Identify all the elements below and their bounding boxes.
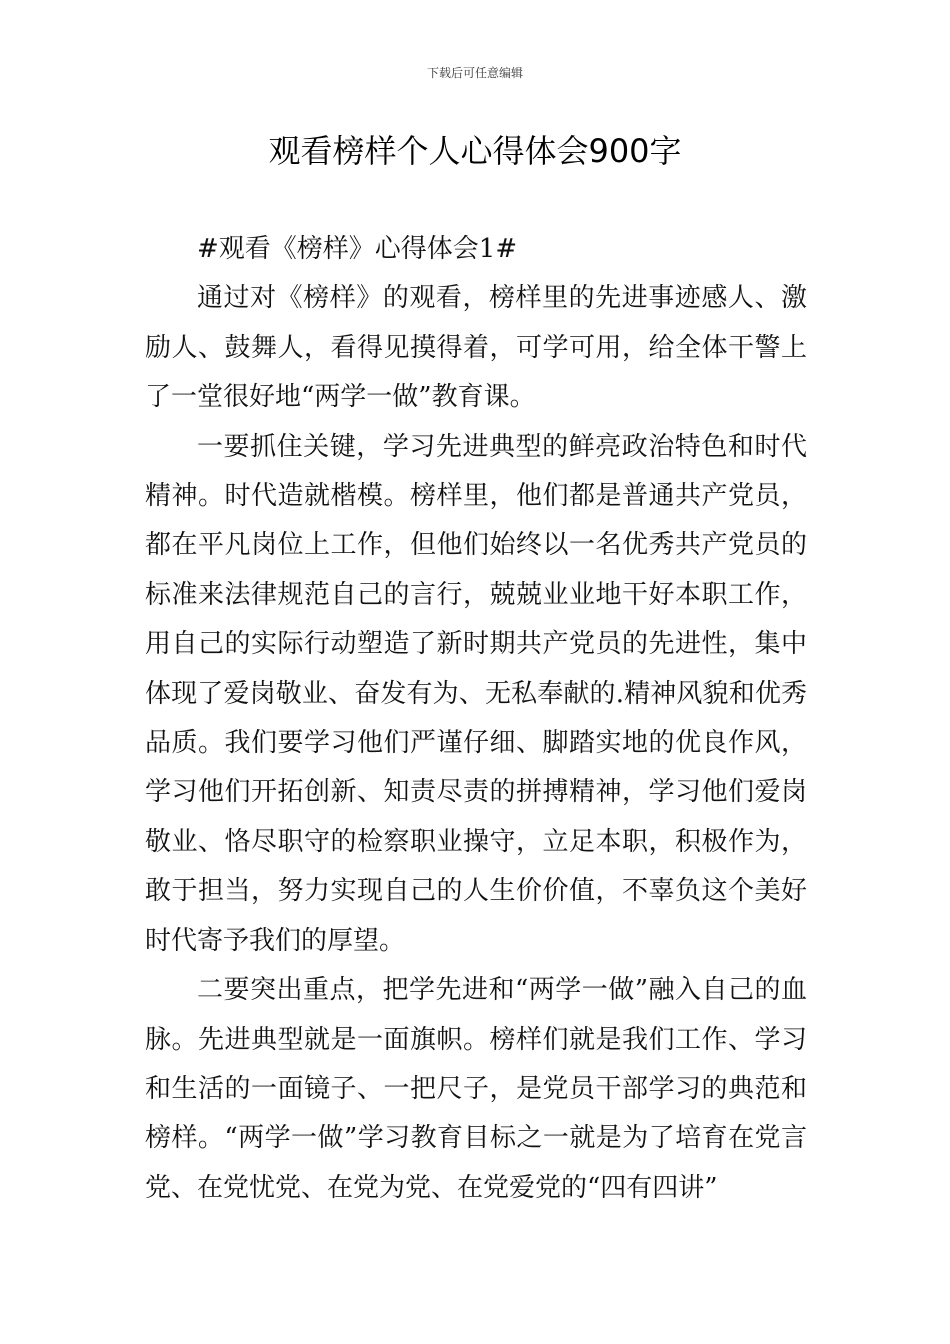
document-body [145,225,807,1213]
header-note: 下载后可任意编辑 [426,66,523,80]
paragraph: 二要突出重点，把学先进和“两学一做”融入自己的血脉。先进典型就是一面旗帜。榜样们就是我们工作、学习和生活的一面镜子、一把尺子，是党员干部学习的典范和榜样。“两学一做”学习教育目标之一就是为了培育在党言党、在党忧党、在党为党、在党爱党的“四有四讲” [145,975,807,1203]
paragraph: 通过对《榜样》的观看，榜样里的先进事迹感人、激励人、鼓舞人，看得见摸得着，可学可用，给全体干警上了一堂很好地“两学一做”教育课。 [145,283,807,413]
paragraph: 一要抓住关键，学习先进典型的鲜亮政治特色和时代精神。时代造就楷模。榜样里，他们都是普通共产党员，都在平凡岗位上工作，但他们始终以一名优秀共产党员的标准来法律规范自己的言行，兢兢业业地干好本职工作，用自己的实际行动塑造了新时期共产党员的先进性，集中体现了爱岗敬业、奋发有为、无私奉献的.精神风貌和优秀品质。我们要学习他们严谨仔细、脚踏实地的优良作风，学习他们开拓创新、知责尽责的拼搏精神，学习他们爱岗敬业、恪尽职守的检察职业操守，立足本职，积极作为，敢于担当，努力实现自己的人生价价值，不辜负这个美好时代寄予我们的厚望。 [145,431,807,956]
section-heading: #观看《榜样》心得体会1# [197,234,518,264]
document-title: 观看榜样个人心得体会900字 [268,132,682,170]
